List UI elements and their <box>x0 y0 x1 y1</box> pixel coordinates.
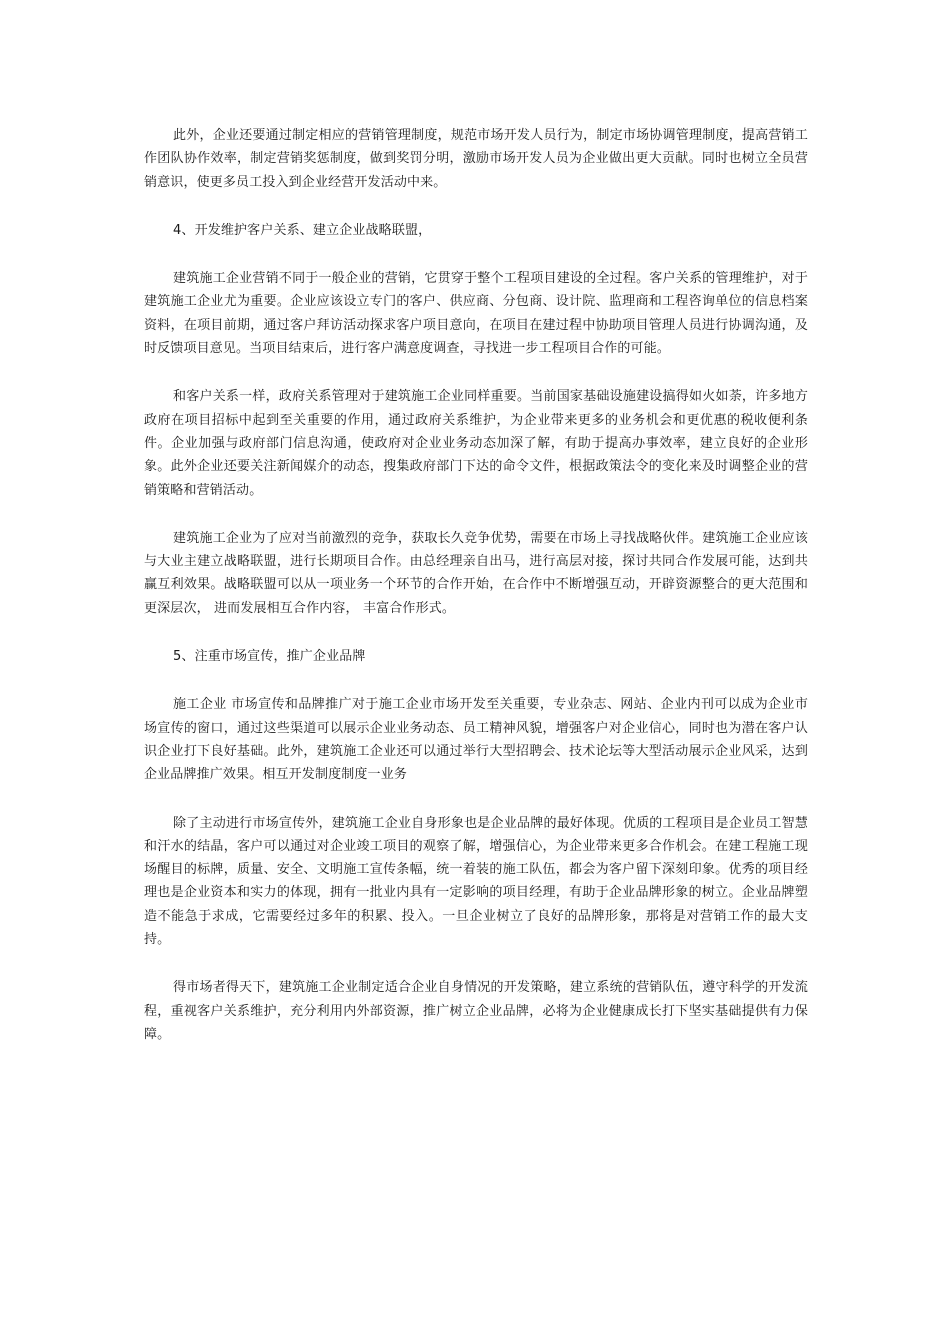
section-heading-5: 5、注重市场宣传，推广企业品牌 <box>173 649 366 665</box>
paragraph-market-promotion: 施工企业 市场宣传和品牌推广对于施工企业市场开发至关重要，专业杂志、网站、企业内刊可以成为企业市场宣传的窗口，通过这些渠道可以展示企业业务动态、员工精神风貌，增强客户对企业信心，同时也为潜在客户认识企业打下良好基础。此外，建筑施工企业还可以通过举行大型招聘会、技术论坛等大型活动展示企业风采，达到企业品牌推广效果。相互开发制度制度一业务 <box>144 697 808 783</box>
paragraph-strategic-alliance: 建筑施工企业为了应对当前激烈的竞争，获取长久竞争优势，需要在市场上寻找战略伙伴。建筑施工企业应该与大业主建立战略联盟，进行长期项目合作。由总经理亲自出马，进行高层对接，探讨共同合作发展可能，达到共赢互利效果。战略联盟可以从一项业务一个环节的合作开始，在合作中不断增强互动，开辟资源整合的更大范围和更深层次， 进而发展相互合作内容， 丰富合作形式。 <box>144 530 808 616</box>
paragraph-management-system: 此外，企业还要通过制定相应的营销管理制度，规范市场开发人员行为，制定市场协调管理制度，提高营销工作团队协作效率，制定营销奖惩制度，做到奖罚分明，激励市场开发人员为企业做出更大贡献。同时也树立全员营销意识，使更多员工投入到企业经营开发活动中来。 <box>144 128 808 190</box>
paragraph-government-relations: 和客户关系一样，政府关系管理对于建筑施工企业同样重要。当前国家基础设施建设搞得如火如荼，许多地方政府在项目招标中起到至关重要的作用，通过政府关系维护，为企业带来更多的业务机会和更优惠的税收便利条件。企业加强与政府部门信息沟通，使政府对企业业务动态加深了解，有助于提高办事效率，建立良好的企业形象。此外企业还要关注新闻媒介的动态，搜集政府部门下达的命令文件，根据政策法令的变化来及时调整企业的营销策略和营销活动。 <box>144 389 808 498</box>
document-body <box>144 124 808 1046</box>
paragraph-brand-image: 除了主动进行市场宣传外，建筑施工企业自身形象也是企业品牌的最好体现。优质的工程项目是企业员工智慧和汗水的结晶，客户可以通过对企业竣工项目的观察了解，增强信心，为企业带来更多合作机会。在建工程施工现场醒目的标牌，质量、安全、文明施工宣传条幅，统一着装的施工队伍，都会为客户留下深刻印象。优秀的项目经理也是企业资本和实力的体现，拥有一批业内具有一定影响的项目经理，有助于企业品牌形象的树立。企业品牌塑造不能急于求成，它需要经过多年的积累、投入。一旦企业树立了良好的品牌形象，那将是对营销工作的最大支持。 <box>144 815 808 948</box>
paragraph-conclusion: 得市场者得天下，建筑施工企业制定适合企业自身情况的开发策略，建立系统的营销队伍，遵守科学的开发流程，重视客户关系维护，充分利用内外部资源，推广树立企业品牌，必将为企业健康成长打下坚实基础提供有力保障。 <box>144 980 808 1042</box>
paragraph-customer-relations: 建筑施工企业营销不同于一般企业的营销，它贯穿于整个工程项目建设的全过程。客户关系的管理维护，对于建筑施工企业尤为重要。企业应该设立专门的客户、供应商、分包商、设计院、监理商和工程咨询单位的信息档案资料，在项目前期，通过客户拜访活动探求客户项目意向，在项目在建过程中协助项目管理人员进行协调沟通，及时反馈项目意见。当项目结束后，进行客户满意度调查，寻找进一步工程项目合作的可能。 <box>144 271 808 357</box>
section-heading-4: 4、开发维护客户关系、建立企业战略联盟， <box>173 222 432 238</box>
